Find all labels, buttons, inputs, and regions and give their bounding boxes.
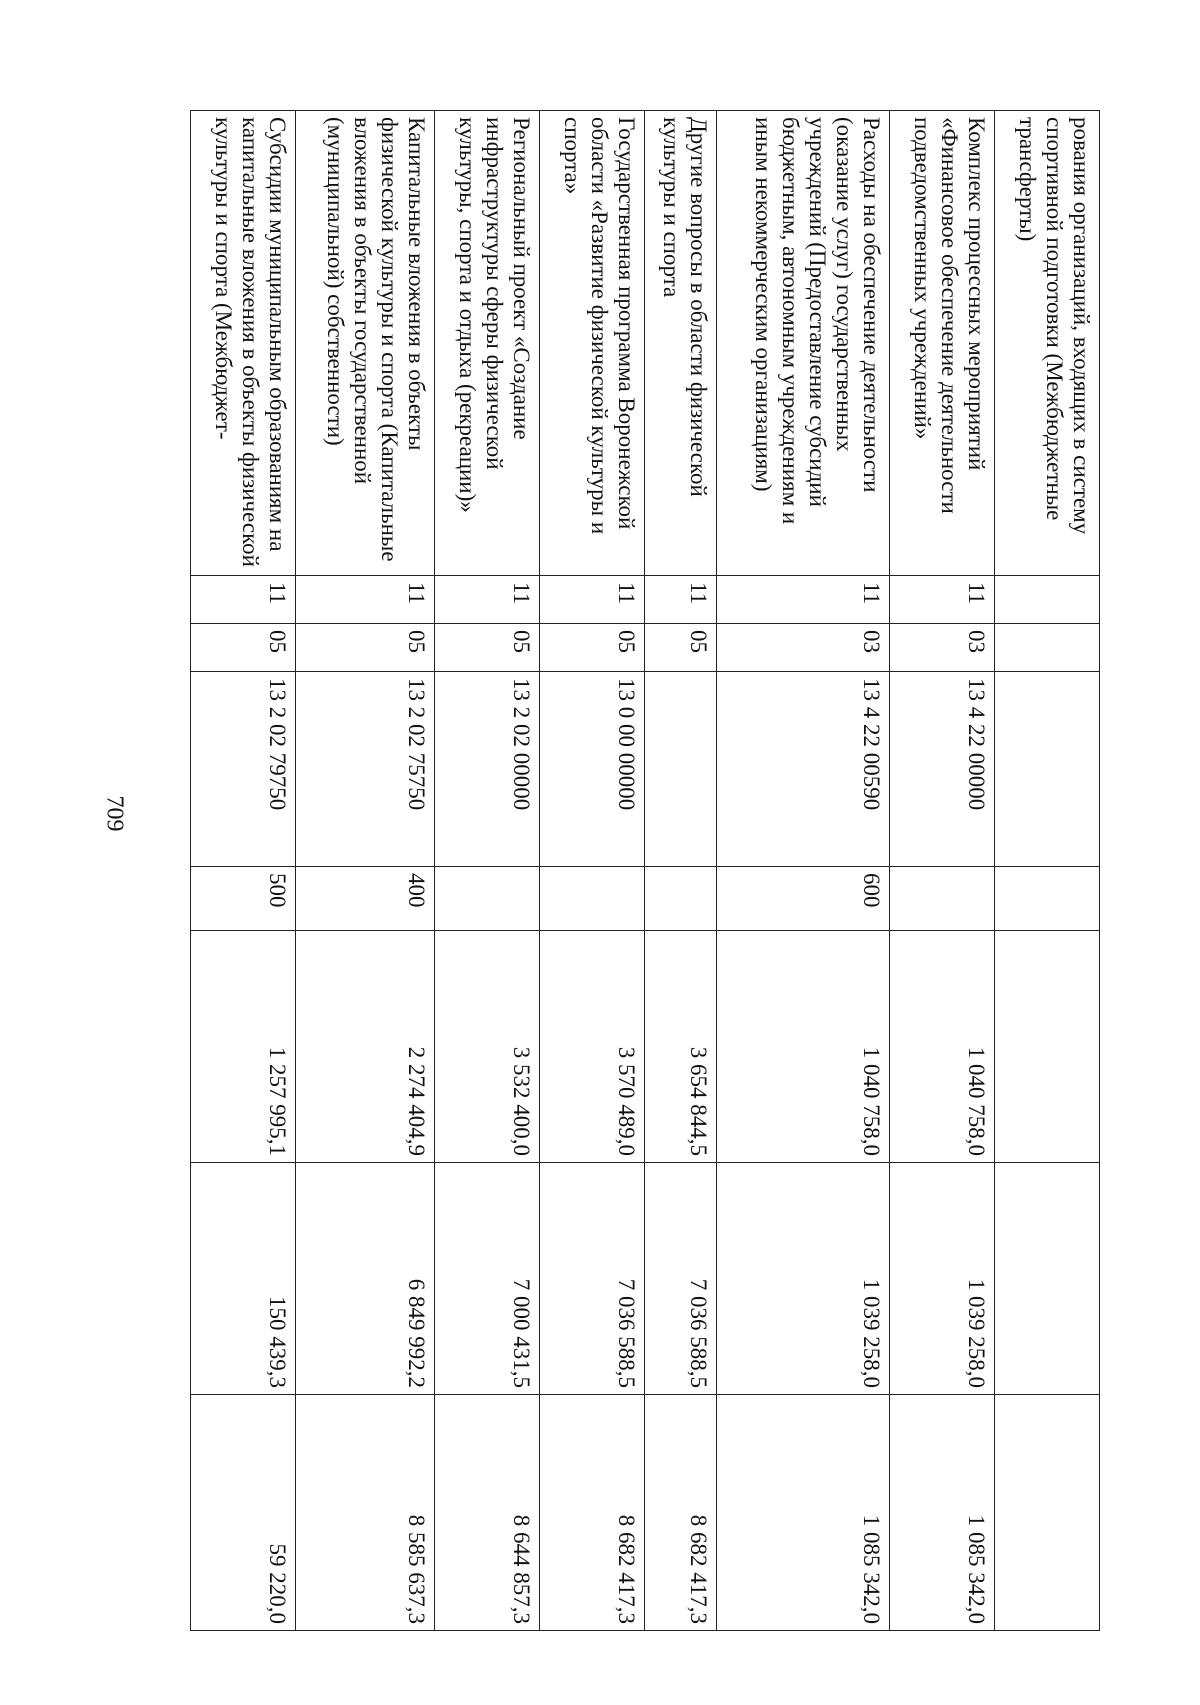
row-amount-year2: 1 039 258,0 <box>716 1163 889 1395</box>
row-name: Региональный проект «Создание инфраструктуры сферы физической культуры, спорта и отдыха (рекреации)» <box>435 111 540 576</box>
row-expense-type: 600 <box>716 867 889 931</box>
row-subsection: 05 <box>435 624 540 672</box>
row-amount-year3: 8 644 857,3 <box>435 1395 540 1631</box>
row-expense-type <box>890 867 995 931</box>
row-amount-year3: 1 085 342,0 <box>716 1395 889 1631</box>
rotated-table-wrapper <box>190 110 1100 1630</box>
row-expense-type: 400 <box>295 867 434 931</box>
row-amount-year1: 3 570 489,0 <box>539 931 644 1163</box>
row-expense-type <box>995 867 1100 931</box>
row-subsection <box>995 624 1100 672</box>
row-amount-year2: 7 036 588,5 <box>644 1163 716 1395</box>
row-amount-year3: 8 682 417,3 <box>644 1395 716 1631</box>
row-expense-type <box>435 867 540 931</box>
row-subsection: 03 <box>716 624 889 672</box>
row-section: 11 <box>295 576 434 624</box>
table-row <box>435 111 540 1631</box>
row-name: Другие вопросы в области физической культуры и спорта <box>644 111 716 576</box>
row-amount-year3: 59 220,0 <box>191 1395 296 1631</box>
row-amount-year2: 7 036 588,5 <box>539 1163 644 1395</box>
row-expense-type: 500 <box>191 867 296 931</box>
row-subsection: 03 <box>890 624 995 672</box>
row-amount-year1: 1 040 758,0 <box>890 931 995 1163</box>
row-target-code: 13 0 00 00000 <box>539 672 644 867</box>
table-row <box>890 111 995 1631</box>
row-name: Расходы на обеспечение деятельности (оказание услуг) государственных учреждений (Предоставление субсидий бюджетным, автономным учреждениям и иным некоммерческим организациям) <box>716 111 889 576</box>
row-amount-year3 <box>995 1395 1100 1631</box>
row-name: Капитальные вложения в объекты физической культуры и спорта (Капитальные вложения в объекты государственной (муниципальной) собственности) <box>295 111 434 576</box>
row-section: 11 <box>644 576 716 624</box>
table-row <box>644 111 716 1631</box>
row-amount-year1 <box>995 931 1100 1163</box>
row-section: 11 <box>191 576 296 624</box>
row-name: Государственная программа Воронежской области «Развитие физической культуры и спорта» <box>539 111 644 576</box>
row-subsection: 05 <box>644 624 716 672</box>
budget-table <box>190 110 1100 1631</box>
row-subsection: 05 <box>539 624 644 672</box>
row-amount-year1: 1 040 758,0 <box>716 931 889 1163</box>
row-target-code: 13 2 02 75750 <box>295 672 434 867</box>
row-section <box>995 576 1100 624</box>
row-amount-year3: 1 085 342,0 <box>890 1395 995 1631</box>
row-expense-type <box>644 867 716 931</box>
row-amount-year2: 7 000 431,5 <box>435 1163 540 1395</box>
row-name: рования организаций, входящих в систему спортивной подготовки (Межбюджетные трансферты) <box>995 111 1100 576</box>
row-target-code: 13 4 22 00590 <box>716 672 889 867</box>
row-section: 11 <box>539 576 644 624</box>
row-target-code: 13 2 02 00000 <box>435 672 540 867</box>
row-target-code: 13 2 02 79750 <box>191 672 296 867</box>
row-amount-year1: 3 654 844,5 <box>644 931 716 1163</box>
table-row <box>295 111 434 1631</box>
row-section: 11 <box>716 576 889 624</box>
page-number: 709 <box>101 795 128 832</box>
row-amount-year1: 1 257 995,1 <box>191 931 296 1163</box>
row-target-code <box>644 672 716 867</box>
row-amount-year3: 8 682 417,3 <box>539 1395 644 1631</box>
table-row <box>716 111 889 1631</box>
table-row <box>539 111 644 1631</box>
row-amount-year2 <box>995 1163 1100 1395</box>
row-amount-year1: 3 532 400,0 <box>435 931 540 1163</box>
row-amount-year2: 1 039 258,0 <box>890 1163 995 1395</box>
row-amount-year2: 6 849 992,2 <box>295 1163 434 1395</box>
row-amount-year3: 8 585 637,3 <box>295 1395 434 1631</box>
row-section: 11 <box>890 576 995 624</box>
row-expense-type <box>539 867 644 931</box>
table-row <box>191 111 296 1631</box>
row-name: Субсидии муниципальным образованиям на капитальные вложения в объекты физической культуры и спорта (Межбюджет- <box>191 111 296 576</box>
row-target-code <box>995 672 1100 867</box>
row-target-code: 13 4 22 00000 <box>890 672 995 867</box>
row-name: Комплекс процессных мероприятий «Финансовое обеспечение деятельности подведомственных учреждений» <box>890 111 995 576</box>
row-amount-year1: 2 274 404,9 <box>295 931 434 1163</box>
row-section: 11 <box>435 576 540 624</box>
row-subsection: 05 <box>191 624 296 672</box>
row-subsection: 05 <box>295 624 434 672</box>
table-row <box>995 111 1100 1631</box>
row-amount-year2: 150 439,3 <box>191 1163 296 1395</box>
